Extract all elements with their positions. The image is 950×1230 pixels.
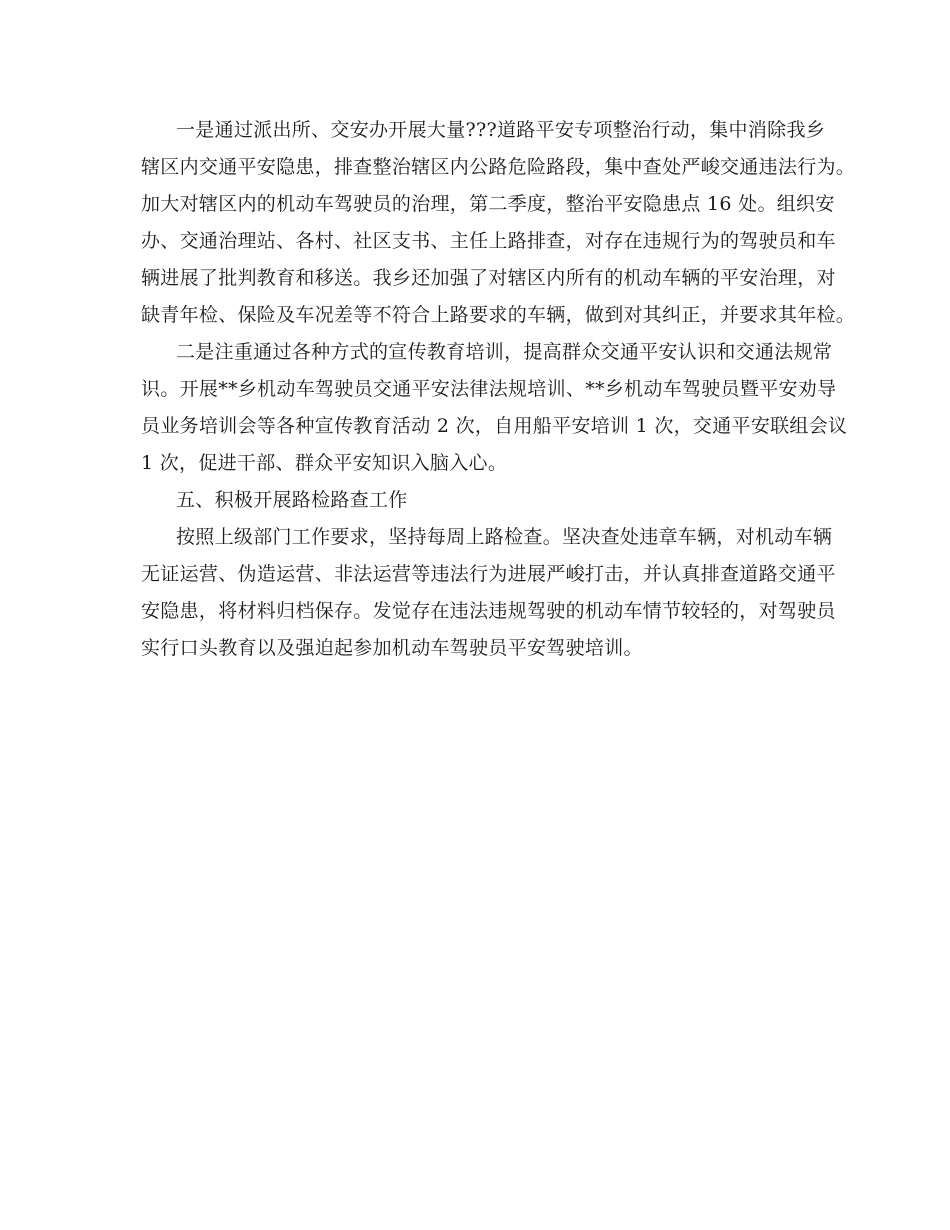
paragraph-2-line-1: 二是注重通过各种方式的宣传教育培训，提高群众交通平安认识和交通法规常 [176,341,833,363]
paragraph-3-line-1: 按照上级部门工作要求，坚持每周上路检查。坚决查处违章车辆，对机动车辆 [176,526,833,548]
paragraph-3-line-4: 实行口头教育以及强迫起参加机动车驾驶员平安驾驶培训。 [141,637,643,659]
paragraph-1-line-2: 辖区内交通平安隐患，排查整治辖区内公路危险路段，集中查处严峻交通违法行为。 [141,156,856,178]
paragraph-1-line-5: 辆进展了批判教育和移送。我乡还加强了对辖区内所有的机动车辆的平安治理，对 [141,267,836,289]
paragraph-1-line-1: 一是通过派出所、交安办开展大量???道路平安专项整治行动，集中消除我乡 [176,119,826,141]
paragraph-1-line-3: 加大对辖区内的机动车驾驶员的治理，第二季度，整治平安隐患点 16 处。组织安 [141,193,835,215]
paragraph-1-line-4: 办、交通治理站、各村、社区支书、主任上路排查，对存在违规行为的驾驶员和车 [141,230,836,252]
paragraph-2-line-2: 识。开展**乡机动车驾驶员交通平安法律法规培训、**乡机动车驾驶员暨平安劝导 [141,378,837,400]
paragraph-2-line-4: 1 次，促进干部、群众平安知识入脑入心。 [141,452,508,474]
paragraph-1-line-6: 缺青年检、保险及车况差等不符合上路要求的车辆，做到对其纠正，并要求其年检。 [141,304,856,326]
section-heading: 五、积极开展路检路查工作 [176,489,408,511]
paragraph-3-line-3: 安隐患，将材料归档保存。发觉存在违法违规驾驶的机动车情节较轻的，对驾驶员 [141,600,836,622]
paragraph-2-line-3: 员业务培训会等各种宣传教育活动 2 次，自用船平安培训 1 次，交通平安联组会议 [141,415,848,437]
paragraph-3-line-2: 无证运营、伪造运营、非法运营等违法行为进展严峻打击，并认真排查道路交通平 [141,563,836,585]
